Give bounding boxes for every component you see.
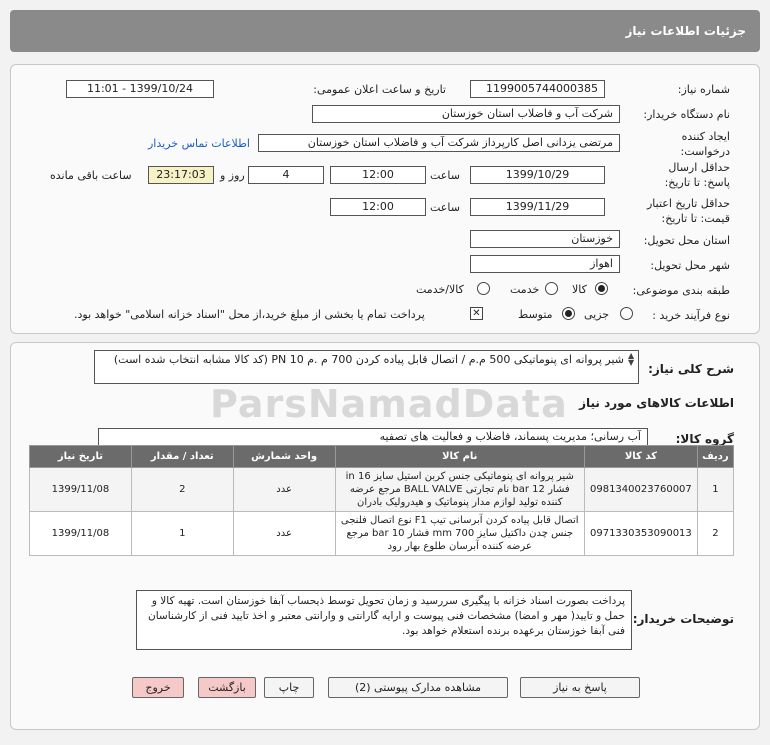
category-label: طبقه بندی موضوعی: bbox=[632, 284, 730, 297]
col-qty: تعداد / مقدار bbox=[131, 446, 233, 468]
items-table bbox=[29, 445, 734, 556]
summary-box: شیر پروانه ای پنوماتیکی 500 م.م / اتصال قابل پیاده کردن 700 م .م PN 10 (کد کالا مشابه انتخاب شده است) bbox=[94, 350, 639, 384]
row-unit: عدد bbox=[233, 512, 335, 556]
row-code: 0981340023760007 bbox=[584, 468, 697, 512]
group-label: گروه کالا: bbox=[675, 432, 734, 446]
group-field: آب رسانی؛ مدیریت پسماند، فاضلاب و فعالیت های تصفیه bbox=[98, 428, 648, 446]
exit-button[interactable]: خروج bbox=[132, 677, 184, 698]
process-label: نوع فرآیند خرید : bbox=[652, 309, 730, 322]
process-medium-radio[interactable] bbox=[562, 307, 575, 320]
buyer-label: نام دستگاه خریدار: bbox=[643, 108, 730, 121]
page-header bbox=[10, 10, 760, 52]
table-header-row bbox=[30, 446, 734, 468]
process-medium-label: متوسط bbox=[518, 308, 553, 321]
days-label: روز و bbox=[220, 169, 245, 182]
province-label: استان محل تحویل: bbox=[643, 234, 730, 247]
category-goods-service-label: کالا/خدمت bbox=[416, 283, 464, 296]
items-title: اطلاعات کالاهای مورد نیاز bbox=[579, 396, 734, 410]
creator-field: مرتضی یزدانی اصل کارپرداز شرکت آب و فاضلاب استان خوزستان bbox=[258, 134, 620, 152]
row-name: اتصال قابل پیاده کردن آبرسانی تیپ F1 نوع اتصال فلنجی جنس چدن داکتیل سایز 700 mm فشار 10 bar مرجع عرضه کننده آبرسان طلوع بهار رود bbox=[335, 512, 584, 556]
col-name: نام کالا bbox=[335, 446, 584, 468]
buyer-contact-link[interactable]: اطلاعات تماس خریدار bbox=[148, 137, 250, 150]
process-partial-label: جزیی bbox=[584, 308, 610, 321]
category-service-radio[interactable] bbox=[545, 282, 558, 295]
days-field: 4 bbox=[248, 166, 324, 184]
page-title: جزئیات اطلاعات نیاز bbox=[625, 24, 746, 38]
category-goods-service-radio[interactable] bbox=[477, 282, 490, 295]
validity-time-label: ساعت bbox=[430, 201, 460, 214]
validity-time-field: 12:00 bbox=[330, 198, 426, 216]
print-button[interactable]: چاپ bbox=[264, 677, 314, 698]
creator-label: ایجاد کننده درخواست: bbox=[680, 130, 730, 158]
col-unit: واحد شمارش bbox=[233, 446, 335, 468]
row-name: شیر پروانه ای پنوماتیکی جنس کربن استیل سایز in 16 فشار 12 bar نام تجارتی BALL VALVE مرجع عرضه کننده تولید لوازم مدار پنوماتیک و هیدرولیک بادران bbox=[335, 468, 584, 512]
deadline-time-label: ساعت bbox=[430, 169, 460, 182]
row-qty: 2 bbox=[131, 468, 233, 512]
row-index: 2 bbox=[697, 512, 733, 556]
buyer-field: شرکت آب و فاضلاب استان خوزستان bbox=[312, 105, 620, 123]
row-unit: عدد bbox=[233, 468, 335, 512]
table-row bbox=[30, 512, 734, 556]
deadline-date-field: 1399/10/29 bbox=[470, 166, 605, 184]
col-date: تاریخ نیاز bbox=[30, 446, 132, 468]
announce-field: 1399/10/24 - 11:01 bbox=[66, 80, 214, 98]
need-number-label: شماره نیاز: bbox=[677, 83, 730, 96]
table-row bbox=[30, 468, 734, 512]
view-documents-button[interactable]: مشاهده مدارک پیوستی (2) bbox=[328, 677, 508, 698]
need-number-field: 1199005744000385 bbox=[470, 80, 605, 98]
summary-label: شرح کلی نیاز: bbox=[648, 362, 734, 376]
treasury-payment-checkbox[interactable]: ✕ bbox=[470, 307, 483, 320]
deadline-label: حداقل ارسال پاسخ: تا تاریخ: bbox=[664, 161, 730, 189]
city-label: شهر محل تحویل: bbox=[650, 259, 730, 272]
buyer-notes-box: پرداخت بصورت اسناد خزانه با پیگیری سررسید و زمان تحویل توسط ذیحساب آبفا خوزستان است. تهیه کالا و حمل و تایید( مهر و امضا) مشخصات فنی پیوست و ارایه گارانتی و وارانتی معتبر و اخذ تایید فنی از کارشناسان فنی آبفا خوزستان برعهده برنده استعلام خواهد بود. bbox=[136, 590, 632, 650]
province-field: خوزستان bbox=[470, 230, 620, 248]
category-goods-label: کالا bbox=[572, 283, 587, 296]
remaining-time-field: 23:17:03 bbox=[148, 166, 214, 184]
row-date: 1399/11/08 bbox=[30, 468, 132, 512]
validity-date-field: 1399/11/29 bbox=[470, 198, 605, 216]
row-index: 1 bbox=[697, 468, 733, 512]
row-code: 0971330353090013 bbox=[584, 512, 697, 556]
payment-note: پرداخت تمام یا بخشی از مبلغ خرید،از محل "اسناد خزانه اسلامی" خواهد بود. bbox=[74, 308, 425, 321]
watermark-logo: ParsNamadData bbox=[210, 382, 568, 426]
category-goods-radio[interactable] bbox=[595, 282, 608, 295]
city-field: اهواز bbox=[470, 255, 620, 273]
col-index: ردیف bbox=[697, 446, 733, 468]
buyer-notes-label: توضیحات خریدار: bbox=[632, 612, 734, 626]
col-code: کد کالا bbox=[584, 446, 697, 468]
resize-handle-icon[interactable]: ▲ ▼ bbox=[628, 351, 635, 367]
category-service-label: خدمت bbox=[510, 283, 540, 296]
row-date: 1399/11/08 bbox=[30, 512, 132, 556]
remaining-label: ساعت باقی مانده bbox=[50, 169, 132, 182]
deadline-time-field: 12:00 bbox=[330, 166, 426, 184]
back-button[interactable]: بازگشت bbox=[198, 677, 256, 698]
announce-label: تاریخ و ساعت اعلان عمومی: bbox=[313, 83, 446, 96]
reply-button[interactable]: پاسخ به نیاز bbox=[520, 677, 640, 698]
row-qty: 1 bbox=[131, 512, 233, 556]
process-partial-radio[interactable] bbox=[620, 307, 633, 320]
validity-label: حداقل تاریخ اعتبار قیمت: تا تاریخ: bbox=[646, 197, 730, 225]
